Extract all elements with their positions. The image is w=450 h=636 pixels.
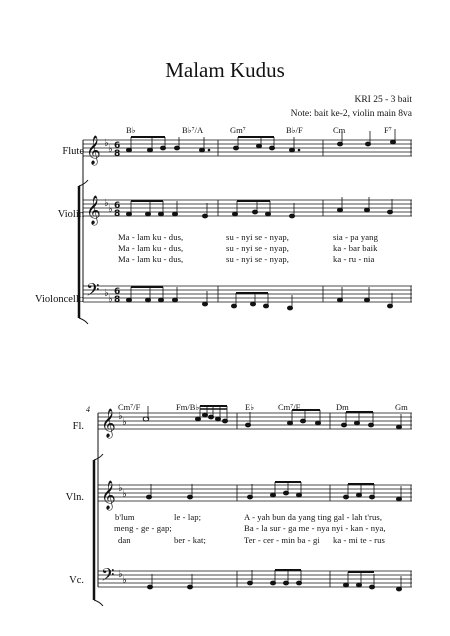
lyric-syllables: A - yah bun da yang ting gal - lah t'rus, — [244, 512, 383, 522]
bass-clef-icon: 𝄢 — [86, 280, 100, 304]
svg-text:8: 8 — [114, 295, 121, 305]
instrument-label-violoncello: Violoncello — [35, 294, 84, 305]
chord-symbol: Cm⁷/F — [118, 402, 141, 412]
lyric-syllables: Ba - la sur - ga me - nya nyi - kan - nya, — [244, 523, 386, 533]
performance-note: Note: bait ke-2, violin main 8va — [290, 109, 412, 119]
chord-symbol: E♭ — [245, 402, 255, 412]
flat-icon: ♭ — [104, 288, 109, 299]
lyric-syllables: su - nyi se - nyap, — [226, 254, 290, 264]
lyric-syllables: le - lap; — [174, 512, 202, 522]
instrument-label-violin: Vln. — [65, 492, 84, 503]
flat-icon: ♭ — [122, 489, 127, 500]
lyric-syllables: Ter - cer - min ba - gi — [244, 535, 320, 545]
treble-clef-icon: 𝄞 — [101, 480, 116, 509]
instrument-label-violoncello: Vc. — [69, 575, 84, 586]
svg-text:8: 8 — [114, 209, 121, 219]
flat-icon: ♭ — [104, 198, 109, 209]
treble-clef-icon: 𝄞 — [101, 408, 116, 437]
instrument-label-flute: Flute — [62, 146, 84, 157]
chord-symbol: F⁷ — [384, 125, 392, 135]
lyric-syllables: Ma - lam ku - dus, — [118, 243, 184, 253]
lyric-syllables: Ma - lam ku - dus, — [118, 232, 184, 242]
instrument-label-flute: Fl. — [72, 421, 84, 432]
lyric-syllables: ka - mi te - rus — [333, 535, 385, 545]
chord-symbol: B♭/F — [286, 125, 303, 135]
svg-text:6: 6 — [114, 141, 121, 151]
lyric-syllables: ka - ru - nia — [333, 254, 375, 264]
flat-icon: ♭ — [118, 569, 123, 580]
flat-icon: ♭ — [122, 417, 127, 428]
svg-text:6: 6 — [114, 287, 121, 297]
lyric-syllables: meng - ge - gap; — [114, 523, 172, 533]
measure-number: 4 — [86, 405, 90, 414]
bass-clef-icon: 𝄢 — [101, 565, 115, 589]
flat-icon: ♭ — [118, 483, 123, 494]
flat-icon: ♭ — [122, 575, 127, 586]
svg-text:6: 6 — [114, 201, 121, 211]
lyric-syllables: ber - kat; — [174, 535, 207, 545]
flat-icon: ♭ — [104, 138, 109, 149]
lyric-syllables: dan — [118, 535, 131, 545]
lyric-syllables: ka - bar baik — [333, 243, 378, 253]
chord-symbol: Cm⁷/F — [278, 402, 301, 412]
page-title: Malam Kudus — [165, 58, 285, 82]
notes-system2 — [143, 406, 401, 591]
flat-icon: ♭ — [118, 411, 123, 422]
barlines — [79, 140, 411, 606]
instrument-label-violin: Violin — [57, 209, 84, 220]
chord-symbol: B♭⁷/A — [182, 125, 204, 135]
svg-text:8: 8 — [114, 149, 121, 159]
chord-symbol: Gm⁷ — [230, 125, 246, 135]
chord-symbol: Gm — [395, 402, 408, 412]
chord-symbol: Dm — [336, 402, 349, 412]
chord-symbol: Cm — [333, 125, 346, 135]
time-signature-6-8 — [114, 141, 120, 305]
lyric-syllables: su - nyi se - nyap, — [226, 232, 290, 242]
staff-lines — [83, 140, 412, 587]
clefs-and-signatures — [86, 135, 127, 589]
hymn-reference: KRI 25 - 3 bait — [354, 95, 412, 105]
chord-symbol: B♭ — [126, 125, 136, 135]
lyric-syllables: sia - pa yang — [333, 232, 378, 242]
lyric-syllables: Ma - lam ku - dus, — [118, 254, 184, 264]
lyric-syllables: su - nyi se - nyap, — [226, 243, 290, 253]
treble-clef-icon: 𝄞 — [86, 195, 101, 224]
flat-icon: ♭ — [108, 144, 113, 155]
flat-icon: ♭ — [108, 294, 113, 305]
chord-symbol: Fm/B♭ — [176, 402, 200, 412]
treble-clef-icon: 𝄞 — [86, 135, 101, 164]
flat-icon: ♭ — [108, 204, 113, 215]
lyric-syllables: b'lum — [115, 512, 135, 522]
